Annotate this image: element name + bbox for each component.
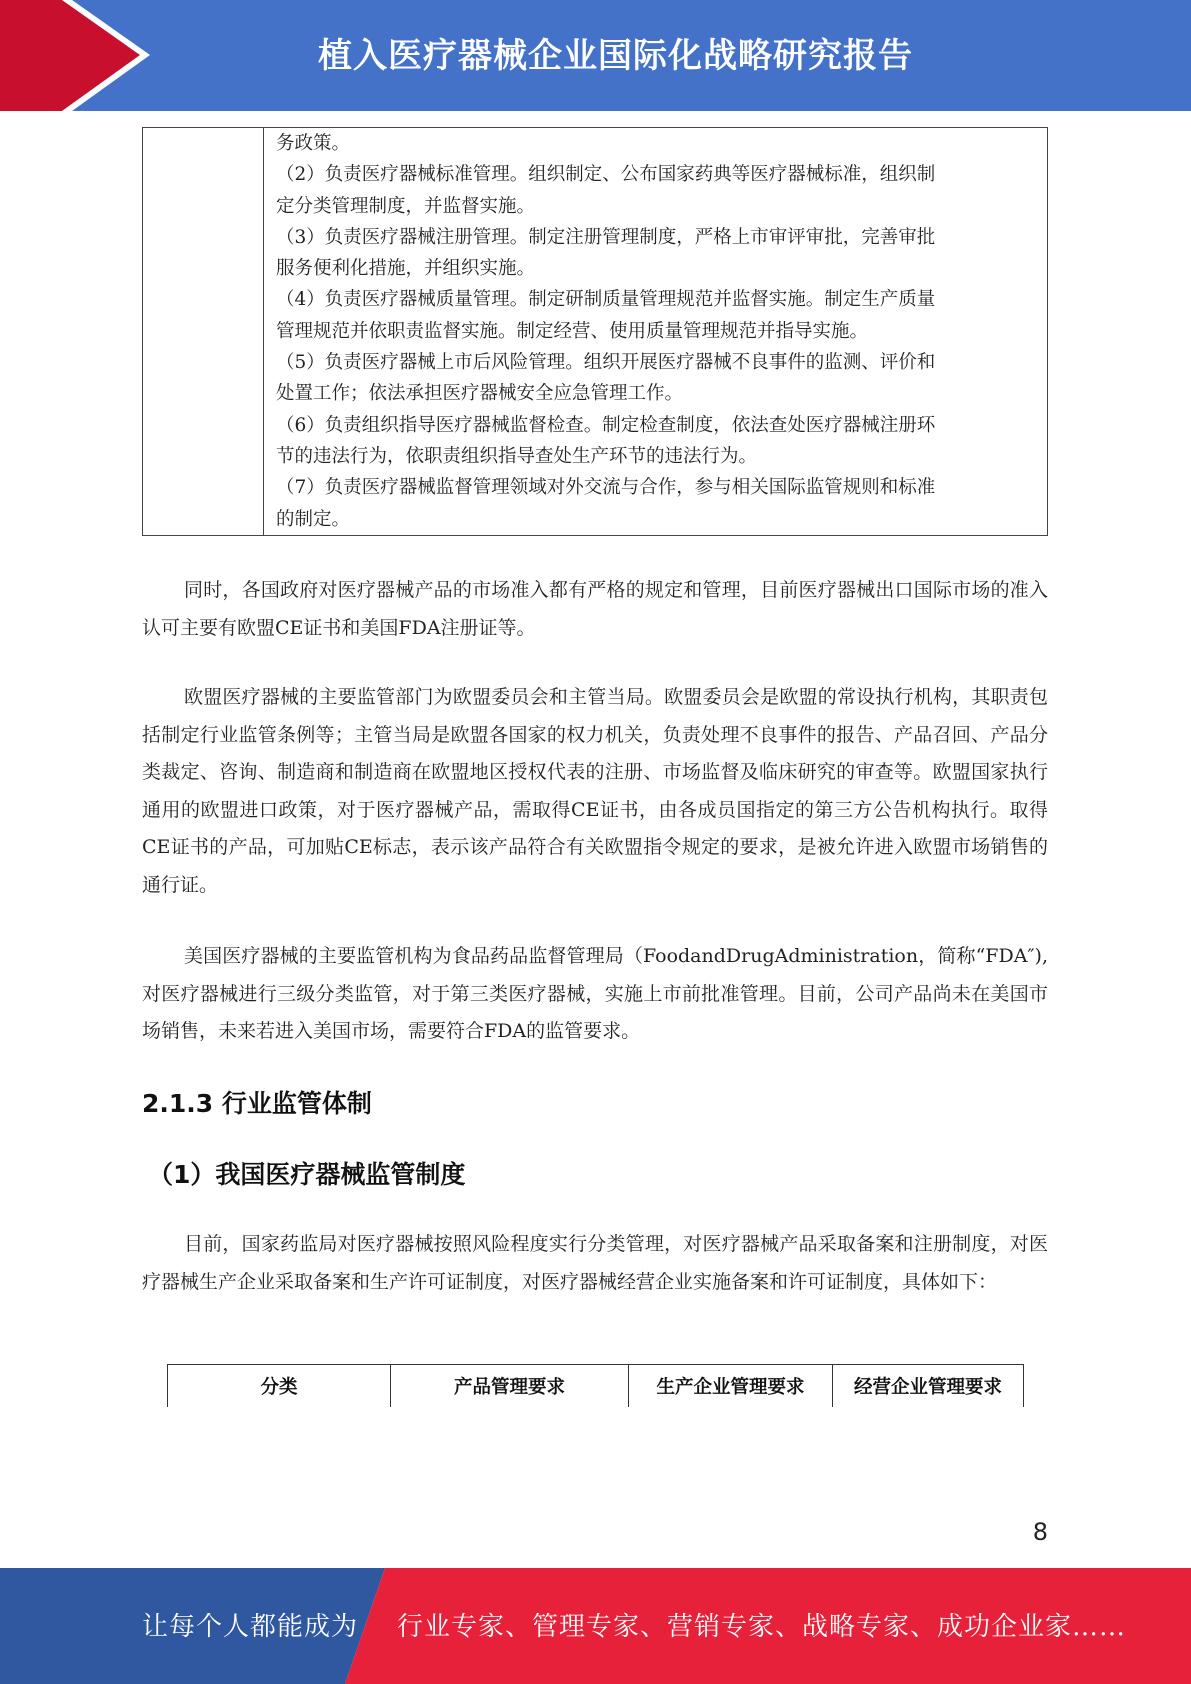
table-line: 务政策。	[276, 133, 351, 154]
table-line: 定分类管理制度，并监督实施。	[276, 195, 536, 217]
paragraph-china-classification: 目前，国家药监局对医疗器械按照风险程度实行分类管理，对医疗器械产品采取备案和注册制度，对医疗器械生产企业采取备案和生产许可证制度，对医疗器械经营企业实施备案和许可证制度，具体如下：	[142, 1233, 1048, 1293]
table-line: 管理规范并依职责监督实施。制定经营、使用质量管理规范并指导实施。	[276, 320, 869, 342]
paragraph-eu-regulation: 欧盟医疗器械的主要监管部门为欧盟委员会和主管当局。欧盟委员会是欧盟的常设执行机构，其职责包括制定行业监管条例等；主管当局是欧盟各国家的权力机关，负责处理不良事件的报告、产品召回、产品分类裁定、咨询、制造商和制造商在欧盟地区授权代表的注册、市场监督及临床研究的审查等。欧盟国家执行通用的欧盟进口政策，对于医疗器械产品，需取得CE证书，由各成员国指定的第三方公告机构执行。取得CE证书的产品，可加贴CE标志，表示该产品符合有关欧盟指令规定的要求，是被允许进入欧盟市场销售的通行证。	[142, 686, 1048, 896]
table-line: 节的违法行为，依职责组织指导查处生产环节的违法行为。	[276, 445, 758, 467]
col-header-category: 分类	[168, 1365, 391, 1408]
page-number: 8	[1032, 1518, 1048, 1546]
table-line: （6）负责组织指导医疗器械监督检查。制定检查制度，依法查处医疗器械注册环	[276, 414, 936, 436]
responsibility-table	[142, 127, 1048, 536]
section-heading-2-1-3: 2.1.3 行业监管体制	[142, 1089, 372, 1118]
table-line: （7）负责医疗器械监督管理领域对外交流与合作，参与相关国际监管规则和标准	[276, 477, 936, 499]
red-arrow-decoration	[0, 0, 150, 111]
footer-slogan-left: 让每个人都能成为	[142, 1612, 359, 1642]
page-header	[0, 0, 1191, 111]
header-title: 植入医疗器械企业国际化战略研究报告	[318, 36, 913, 76]
table-line: 服务便利化措施，并组织实施。	[276, 258, 536, 280]
table-right-cell	[264, 128, 1048, 536]
table-line: （5）负责医疗器械上市后风险管理。组织开展医疗器械不良事件的监测、评价和	[276, 352, 936, 374]
table-header-row	[168, 1365, 1024, 1408]
table-line: 的制定。	[276, 508, 351, 530]
table-line: （4）负责医疗器械质量管理。制定研制质量管理规范并监督实施。制定生产质量	[276, 289, 936, 311]
col-header-product: 产品管理要求	[391, 1365, 629, 1408]
classification-table	[167, 1364, 1024, 1407]
table-line: （3）负责医疗器械注册管理。制定注册管理制度，严格上市审评审批，完善审批	[276, 226, 936, 248]
table-line: （2）负责医疗器械标准管理。组织制定、公布国家药典等医疗器械标准，组织制	[276, 164, 936, 186]
page-footer	[0, 1568, 1191, 1684]
subsection-heading-1: （1）我国医疗器械监管制度	[148, 1160, 466, 1189]
col-header-distributor: 经营企业管理要求	[833, 1365, 1024, 1408]
col-header-manufacturer: 生产企业管理要求	[629, 1365, 833, 1408]
paragraph-market-access: 同时，各国政府对医疗器械产品的市场准入都有严格的规定和管理，目前医疗器械出口国际市场的准入认可主要有欧盟CE证书和美国FDA注册证等。	[142, 579, 1048, 639]
table-left-cell	[143, 128, 264, 536]
table-line: 处置工作；依法承担医疗器械安全应急管理工作。	[276, 383, 684, 405]
paragraph-us-fda: 美国医疗器械的主要监管机构为食品药品监督管理局（FoodandDrugAdministration，简称“FDA″),对医疗器械进行三级分类监管，对于第三类医疗器械，实施上市前批准管理。目前，公司产品尚未在美国市场销售，未来若进入美国市场，需要符合FDA的监管要求。	[142, 945, 1048, 1042]
footer-slogan-right: 行业专家、管理专家、营销专家、战略专家、成功企业家……	[397, 1612, 1127, 1642]
